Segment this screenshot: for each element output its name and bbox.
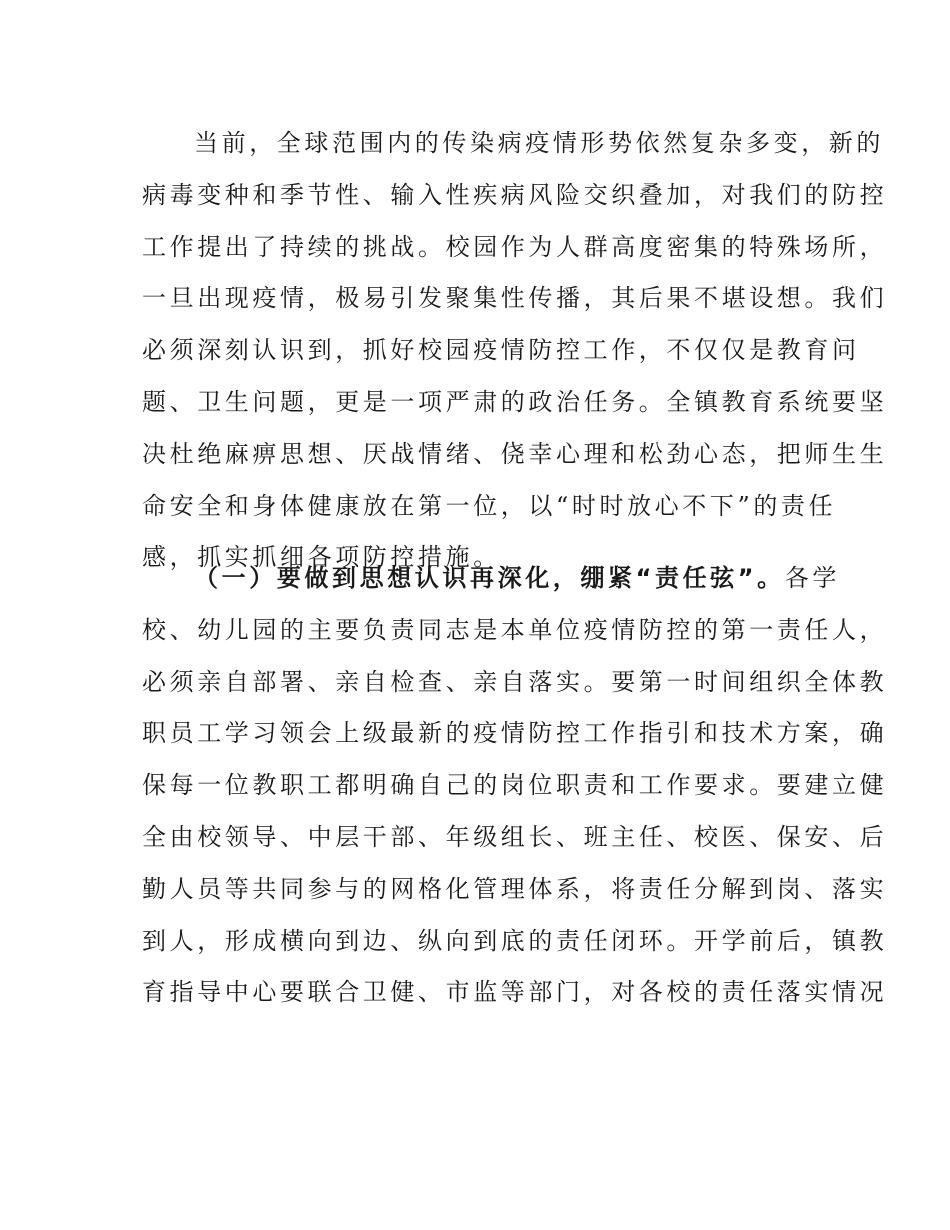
paragraph-line: 育指导中心要联合卫健、市监等部门，对各校的责任落实情况 [142,978,888,1007]
paragraph-line: 命安全和身体健康放在第一位，以“时时放心不下”的责任 [142,491,837,520]
paragraph-line: 全由校领导、中层干部、年级组长、班主任、校医、保安、后 [142,822,888,851]
paragraph-line: 校、幼儿园的主要负责同志是本单位疫情防控的第一责任人， [142,615,888,644]
paragraph-line: 工作提出了持续的挑战。校园作为人群高度密集的特殊场所， [142,232,888,261]
paragraph-text: 各学 [784,564,840,592]
paragraph-line: 决杜绝麻痹思想、厌战情绪、侥幸心理和松劲心态，把师生生 [142,439,888,468]
paragraph-line: 到人，形成横向到边、纵向到底的责任闭环。开学前后，镇教 [142,926,888,955]
paragraph-section-one [142,553,888,1019]
paragraph-line: 病毒变种和季节性、输入性疾病风险交织叠加，对我们的防控 [142,180,888,209]
paragraph-line: 勤人员等共同参与的网格化管理体系，将责任分解到岗、落实 [142,874,888,903]
paragraph-line: 必须亲自部署、亲自检查、亲自落实。要第一时间组织全体教 [142,667,888,696]
paragraph-first-line [142,553,840,605]
paragraph-line: 保每一位教职工都明确自己的岗位职责和工作要求。要建立健 [142,771,888,800]
paragraph-line: 感，抓实抓细各项防控措施。 [142,543,501,572]
paragraph-line: 当前，全球范围内的传染病疫情形势依然复杂多变，新的 [194,129,884,157]
paragraph-line: 题、卫生问题，更是一项严肃的政治任务。全镇教育系统要坚 [142,387,888,416]
paragraph-line: 必须深刻认识到，抓好校园疫情防控工作，不仅仅是教育问 [142,336,860,365]
section-heading: （一）要做到思想认识再深化，绷紧“责任弦”。 [194,564,785,592]
paragraph-line: 职员工学习领会上级最新的疫情防控工作指引和技术方案，确 [142,719,888,748]
paragraph-line: 一旦出现疫情，极易引发聚集性传播，其后果不堪设想。我们 [142,284,888,313]
